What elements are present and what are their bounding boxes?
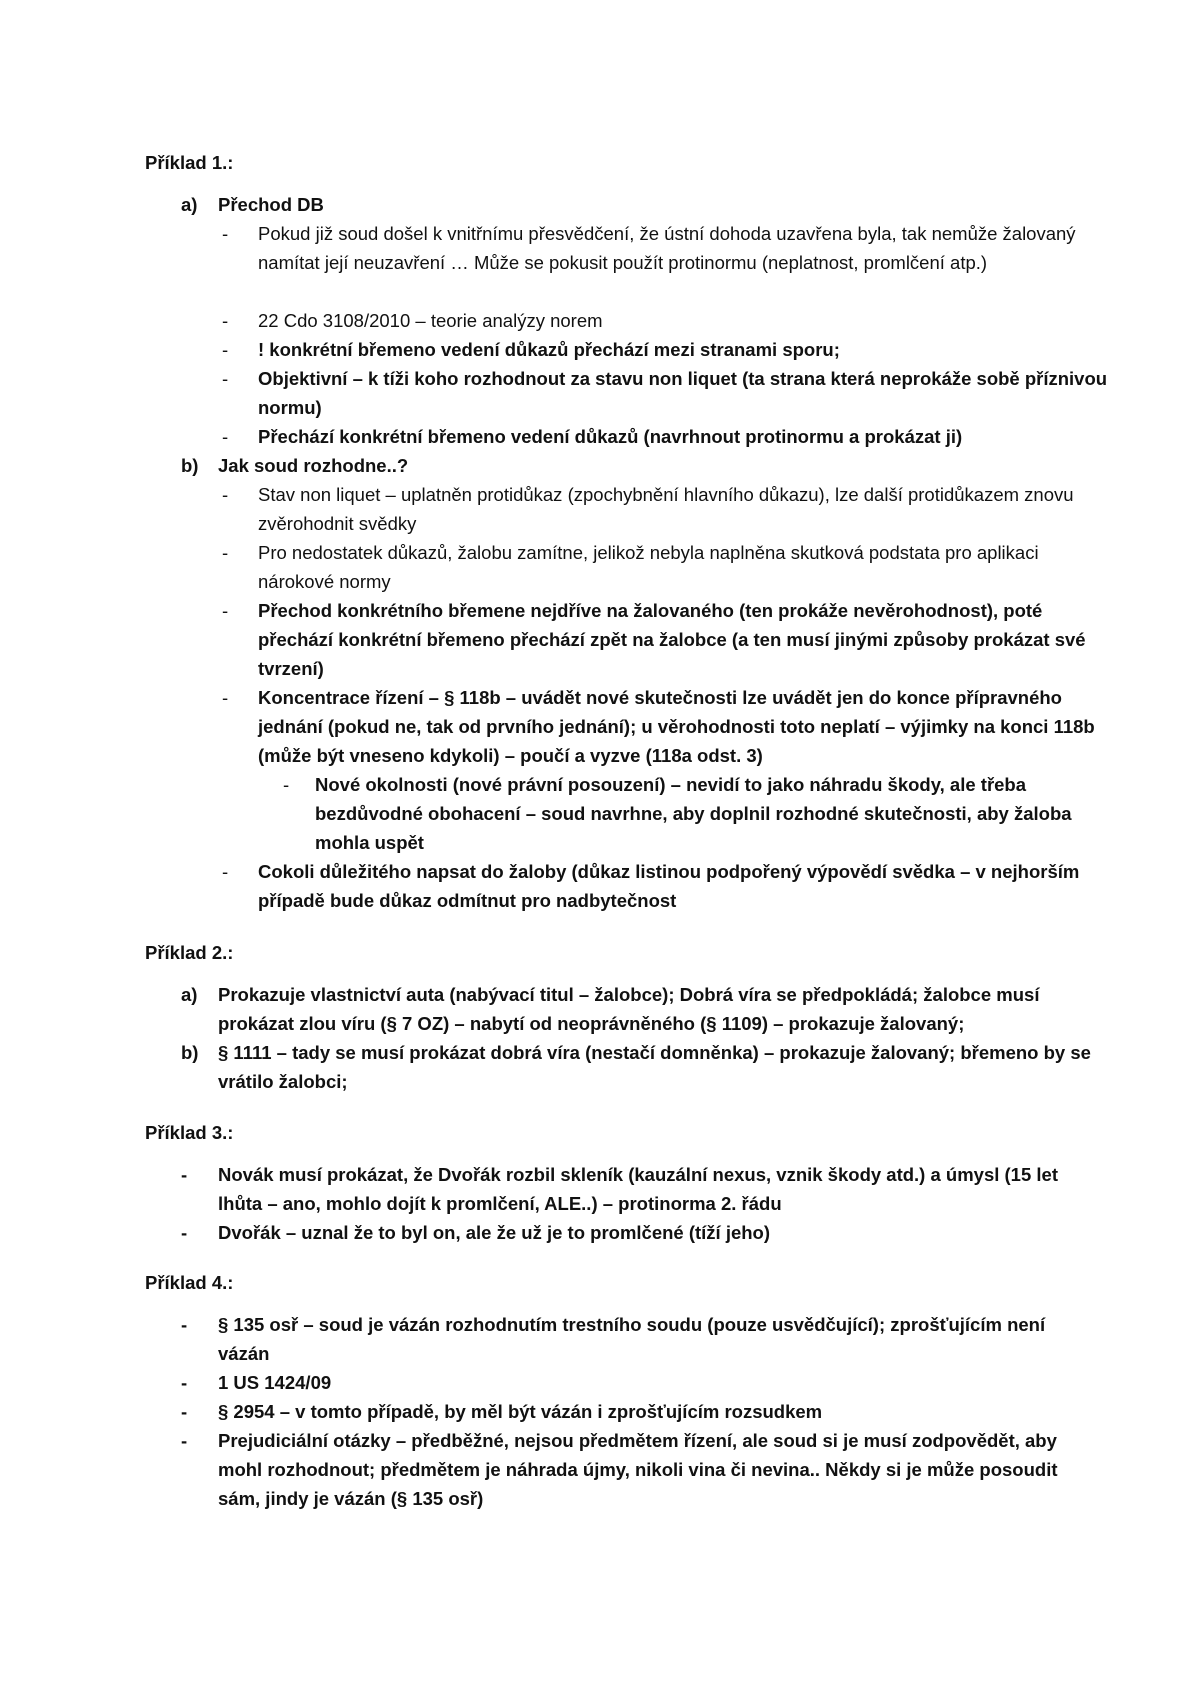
list-marker: - xyxy=(222,600,229,621)
list-item-text: § 1111 – tady se musí prokázat dobrá víra (nestačí domněnka) – prokazuje žalovaný; břemeno by se vrátilo žalobci; xyxy=(218,1042,1091,1092)
list-marker: - xyxy=(222,368,229,389)
list-marker: a) xyxy=(181,984,198,1005)
list-item-text: Přechází konkrétní břemeno vedení důkazů (navrhnout protinormu a prokázat ji) xyxy=(258,426,963,447)
list-marker: b) xyxy=(181,1042,199,1063)
example-1-heading: Příklad 1.: xyxy=(145,152,234,173)
list-item-text: Prokazuje vlastnictví auta (nabývací titul – žalobce); Dobrá víra se předpokládá; žalobce musí prokázat zlou víru (§ 7 OZ) – nabytí od neoprávněného (§ 1109) – prokazuje žalovaný; xyxy=(218,984,1040,1034)
list-marker: - xyxy=(181,1222,188,1243)
list-item-text: ! konkrétní břemeno vedení důkazů přechází mezi stranami sporu; xyxy=(258,339,840,360)
example-4-heading: Příklad 4.: xyxy=(145,1272,234,1293)
list-item-text: Přechod DB xyxy=(218,194,324,215)
list-item-text: 22 Cdo 3108/2010 – teorie analýzy norem xyxy=(258,310,603,331)
list-item-text: Přechod konkrétního břemene nejdříve na žalovaného (ten prokáže nevěrohodnost), poté přechází konkrétní břemeno přechází zpět na žalobce (a ten musí jinými způsoby prokázat své tvrzení) xyxy=(258,600,1086,679)
list-item-text: Koncentrace řízení – § 118b – uvádět nové skutečnosti lze uvádět jen do konce přípravného jednání (pokud ne, tak od prvního jednání); u věrohodnosti toto neplatí – výjimky na konci 118b (může být vneseno kdykoli) – poučí a vyzve (118a odst. 3) xyxy=(258,687,1095,766)
list-item-text: Stav non liquet – uplatněn protidůkaz (zpochybnění hlavního důkazu), lze další protidůkazem znovu zvěrohodnit svědky xyxy=(258,484,1074,534)
list-marker: - xyxy=(222,223,229,244)
list-marker: - xyxy=(222,484,229,505)
list-item-text: Prejudiciální otázky – předběžné, nejsou předmětem řízení, ale soud si je musí zodpovědět, aby mohl rozhodnout; předmětem je náhrada újmy, nikoli vina či nevina.. Někdy si je může posoudit sám, jindy je vázán (§ 135 osř) xyxy=(218,1430,1058,1509)
list-item-text: Objektivní – k tíži koho rozhodnout za stavu non liquet (ta strana která neprokáže sobě příznivou normu) xyxy=(258,368,1108,418)
list-item-text: Pokud již soud došel k vnitřnímu přesvědčení, že ústní dohoda uzavřena byla, tak nemůže žalovaný namítat její neuzavření … Může se pokusit použít protinormu (neplatnost, promlčení atp.) xyxy=(258,223,1076,273)
list-marker: a) xyxy=(181,194,198,215)
list-marker: - xyxy=(181,1372,188,1393)
list-marker: - xyxy=(222,542,229,563)
list-marker: - xyxy=(222,426,229,447)
list-item-text: § 2954 – v tomto případě, by měl být vázán i zprošťujícím rozsudkem xyxy=(218,1401,823,1422)
list-marker: - xyxy=(222,339,229,360)
list-marker: - xyxy=(181,1164,188,1185)
list-marker: - xyxy=(181,1314,188,1335)
list-item-text: Dvořák – uznal že to byl on, ale že už je to promlčené (tíží jeho) xyxy=(218,1222,771,1243)
list-item-text: Jak soud rozhodne..? xyxy=(218,455,409,476)
list-marker: - xyxy=(222,861,229,882)
list-item-text: Nové okolnosti (nové právní posouzení) – nevidí to jako náhradu škody, ale třeba bezdůvodné obohacení – soud navrhne, aby doplnil rozhodné skutečnosti, aby žaloba mohla uspět xyxy=(315,774,1072,853)
list-item-text: 1 US 1424/09 xyxy=(218,1372,332,1393)
list-item-text: Novák musí prokázat, že Dvořák rozbil skleník (kauzální nexus, vznik škody atd.) a úmysl (15 let lhůta – ano, mohlo dojít k promlčení, ALE..) – protinorma 2. řádu xyxy=(218,1164,1058,1214)
example-2-heading: Příklad 2.: xyxy=(145,942,234,963)
list-item-text: § 135 osř – soud je vázán rozhodnutím trestního soudu (pouze usvědčující); zprošťujícím není vázán xyxy=(218,1314,1046,1364)
list-marker: - xyxy=(283,774,290,795)
list-item-text: Cokoli důležitého napsat do žaloby (důkaz listinou podpořený výpovědí svědka – v nejhorším případě bude důkaz odmítnut pro nadbytečnost xyxy=(258,861,1080,911)
list-marker: - xyxy=(222,687,229,708)
example-3-heading: Příklad 3.: xyxy=(145,1122,234,1143)
list-marker: b) xyxy=(181,455,199,476)
list-marker: - xyxy=(181,1430,188,1451)
list-item-text: Pro nedostatek důkazů, žalobu zamítne, jelikož nebyla naplněna skutková podstata pro aplikaci nárokové normy xyxy=(258,542,1039,592)
list-marker: - xyxy=(181,1401,188,1422)
list-marker: - xyxy=(222,310,229,331)
